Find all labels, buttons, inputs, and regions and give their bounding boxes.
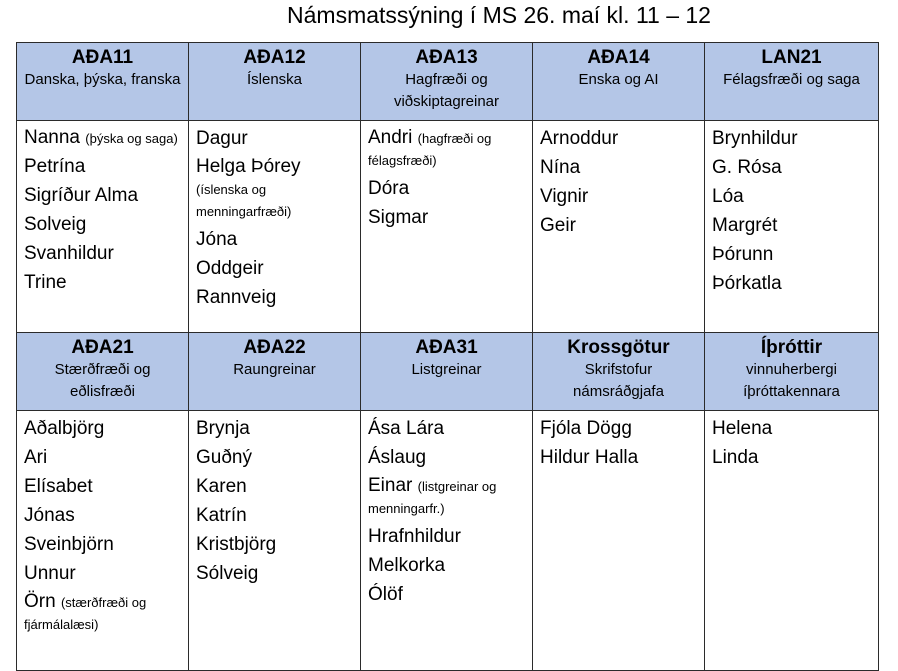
teacher-list-cell	[705, 121, 879, 333]
room-subject: vinnuherbergi íþróttakennara	[743, 361, 840, 400]
teacher-name-text: Dóra	[368, 178, 410, 199]
teacher-name	[24, 414, 182, 443]
teacher-name-text: Trine	[24, 272, 67, 293]
room-subject: Íslenska	[246, 71, 303, 88]
teacher-name	[24, 181, 182, 210]
teacher-name	[368, 443, 526, 472]
teacher-name-text: Solveig	[24, 214, 87, 235]
teacher-name	[712, 182, 872, 211]
teacher-name-text: Arnoddur	[540, 128, 619, 149]
teacher-name	[712, 443, 872, 472]
teacher-name	[196, 225, 354, 254]
teacher-name-text: Þórkatla	[712, 273, 782, 294]
teacher-name	[368, 174, 526, 203]
teacher-list-cell	[705, 411, 879, 671]
teacher-name-text: Andri	[368, 127, 413, 148]
teacher-name-text: Guðný	[196, 447, 252, 468]
teacher-name-text: Einar	[368, 475, 413, 496]
room-header-cell	[705, 43, 879, 121]
room-code: AÐA11	[71, 47, 134, 68]
teacher-note: (þýska og saga)	[85, 131, 178, 146]
teacher-name	[712, 153, 872, 182]
names-row	[17, 121, 879, 333]
room-header-cell	[361, 43, 533, 121]
teacher-name	[712, 211, 872, 240]
teacher-name-text: Sveinbjörn	[24, 534, 114, 555]
teacher-list-cell	[361, 121, 533, 333]
teacher-name-text: Nanna	[24, 127, 80, 148]
teacher-name	[24, 530, 182, 559]
teacher-name-text: Geir	[540, 215, 576, 236]
teacher-name	[24, 268, 182, 297]
room-code: Íþróttir	[760, 337, 823, 358]
teacher-name-text: Ari	[24, 447, 48, 468]
teacher-name-text: Brynhildur	[712, 128, 798, 149]
names-row	[17, 411, 879, 671]
room-header-cell	[705, 333, 879, 411]
teacher-name	[196, 530, 354, 559]
teacher-name-text: Oddgeir	[196, 258, 264, 279]
teacher-name	[24, 239, 182, 268]
teacher-name-text: Helga Þórey	[196, 156, 301, 177]
room-subject: Enska og AI	[578, 71, 659, 88]
teacher-name-text: Sigmar	[368, 207, 429, 228]
teacher-name-text: Jónas	[24, 505, 75, 526]
teacher-name-text: Karen	[196, 476, 247, 497]
teacher-name	[540, 414, 698, 443]
teacher-name	[368, 414, 526, 443]
teacher-note: (stærðfræði og fjármálalæsi)	[24, 595, 147, 632]
room-header-cell	[17, 333, 189, 411]
room-subject: Skrifstofur námsráðgjafa	[573, 361, 664, 400]
room-code: AÐA21	[71, 337, 134, 358]
teacher-name	[196, 124, 354, 153]
teacher-list-cell	[533, 121, 705, 333]
teacher-name	[196, 443, 354, 472]
teacher-name-text: Petrína	[24, 156, 86, 177]
teacher-name	[712, 414, 872, 443]
teacher-name-text: Margrét	[712, 215, 778, 236]
teacher-list-cell	[533, 411, 705, 671]
room-code: AÐA31	[415, 337, 478, 358]
header-row	[17, 333, 879, 411]
room-code: LAN21	[761, 47, 822, 68]
teacher-name-text: Áslaug	[368, 447, 427, 468]
teacher-name	[712, 124, 872, 153]
room-header-cell	[189, 333, 361, 411]
teacher-name	[368, 475, 526, 519]
teacher-name	[24, 127, 182, 149]
teacher-name	[24, 591, 182, 635]
teacher-list-cell	[361, 411, 533, 671]
teacher-name	[24, 152, 182, 181]
teacher-name	[24, 501, 182, 530]
teacher-name-text: Vignir	[540, 186, 589, 207]
teacher-list-cell	[189, 121, 361, 333]
teacher-name-text: Dagur	[196, 128, 248, 149]
room-header-cell	[533, 333, 705, 411]
room-subject: Raungreinar	[233, 361, 316, 378]
room-code: AÐA13	[415, 47, 478, 68]
teacher-name-text: Hildur Halla	[540, 447, 639, 468]
teacher-name-text: Rannveig	[196, 287, 277, 308]
teacher-name-text: Elísabet	[24, 476, 93, 497]
room-code: AÐA14	[587, 47, 650, 68]
teacher-name	[196, 156, 354, 222]
room-code: AÐA12	[243, 47, 306, 68]
schedule-table	[16, 42, 879, 671]
room-subject: Listgreinar	[411, 361, 482, 378]
teacher-name	[540, 443, 698, 472]
teacher-name	[368, 203, 526, 232]
teacher-name-text: Nína	[540, 157, 581, 178]
teacher-name	[196, 414, 354, 443]
teacher-list-cell	[189, 411, 361, 671]
teacher-name	[196, 501, 354, 530]
teacher-name-text: Sigríður Alma	[24, 185, 139, 206]
page-title: Námsmatssýning í MS 26. maí kl. 11 – 12	[287, 2, 711, 28]
teacher-name	[24, 559, 182, 588]
teacher-name-text: Unnur	[24, 563, 76, 584]
teacher-name	[540, 124, 698, 153]
header-row	[17, 43, 879, 121]
teacher-name	[24, 210, 182, 239]
teacher-name	[196, 559, 354, 588]
teacher-name-text: Helena	[712, 418, 773, 439]
teacher-name-text: Brynja	[196, 418, 250, 439]
teacher-name-text: Aðalbjörg	[24, 418, 105, 439]
teacher-note: (listgreinar og menningarfr.)	[368, 479, 497, 516]
room-subject: Félagsfræði og saga	[723, 71, 860, 88]
teacher-name-text: Örn	[24, 591, 56, 612]
teacher-name-text: Jóna	[196, 229, 238, 250]
teacher-note: (íslenska og menningarfræði)	[196, 182, 292, 219]
teacher-name	[540, 211, 698, 240]
teacher-name-text: Melkorka	[368, 555, 446, 576]
teacher-name	[196, 472, 354, 501]
teacher-name-text: Kristbjörg	[196, 534, 277, 555]
teacher-name	[368, 580, 526, 609]
teacher-name-text: Svanhildur	[24, 243, 114, 264]
teacher-name	[368, 127, 526, 171]
room-header-cell	[361, 333, 533, 411]
teacher-list-cell	[17, 121, 189, 333]
teacher-name-text: Lóa	[712, 186, 744, 207]
teacher-name	[712, 269, 872, 298]
teacher-name-text: Ólöf	[368, 584, 403, 605]
teacher-name-text: Þórunn	[712, 244, 774, 265]
teacher-name	[196, 283, 354, 312]
teacher-name	[540, 182, 698, 211]
room-subject: Hagfræði og viðskiptagreinar	[393, 71, 500, 110]
room-code: Krossgötur	[567, 337, 670, 358]
teacher-name-text: Sólveig	[196, 563, 259, 584]
teacher-note: (hagfræði og félagsfræði)	[368, 131, 492, 168]
teacher-name-text: G. Rósa	[712, 157, 782, 178]
teacher-name	[24, 472, 182, 501]
teacher-name-text: Katrín	[196, 505, 247, 526]
teacher-name-text: Fjóla Dögg	[540, 418, 632, 439]
teacher-list-cell	[17, 411, 189, 671]
room-header-cell	[533, 43, 705, 121]
room-subject: Danska, þýska, franska	[24, 71, 181, 88]
teacher-name	[368, 551, 526, 580]
teacher-name	[540, 153, 698, 182]
room-header-cell	[189, 43, 361, 121]
teacher-name	[196, 254, 354, 283]
room-subject: Stærðfræði og eðlisfræði	[54, 361, 151, 400]
teacher-name-text: Ása Lára	[368, 418, 445, 439]
teacher-name	[368, 522, 526, 551]
teacher-name	[712, 240, 872, 269]
teacher-name	[24, 443, 182, 472]
teacher-name-text: Linda	[712, 447, 759, 468]
teacher-name-text: Hrafnhildur	[368, 526, 461, 547]
room-code: AÐA22	[243, 337, 306, 358]
room-header-cell	[17, 43, 189, 121]
